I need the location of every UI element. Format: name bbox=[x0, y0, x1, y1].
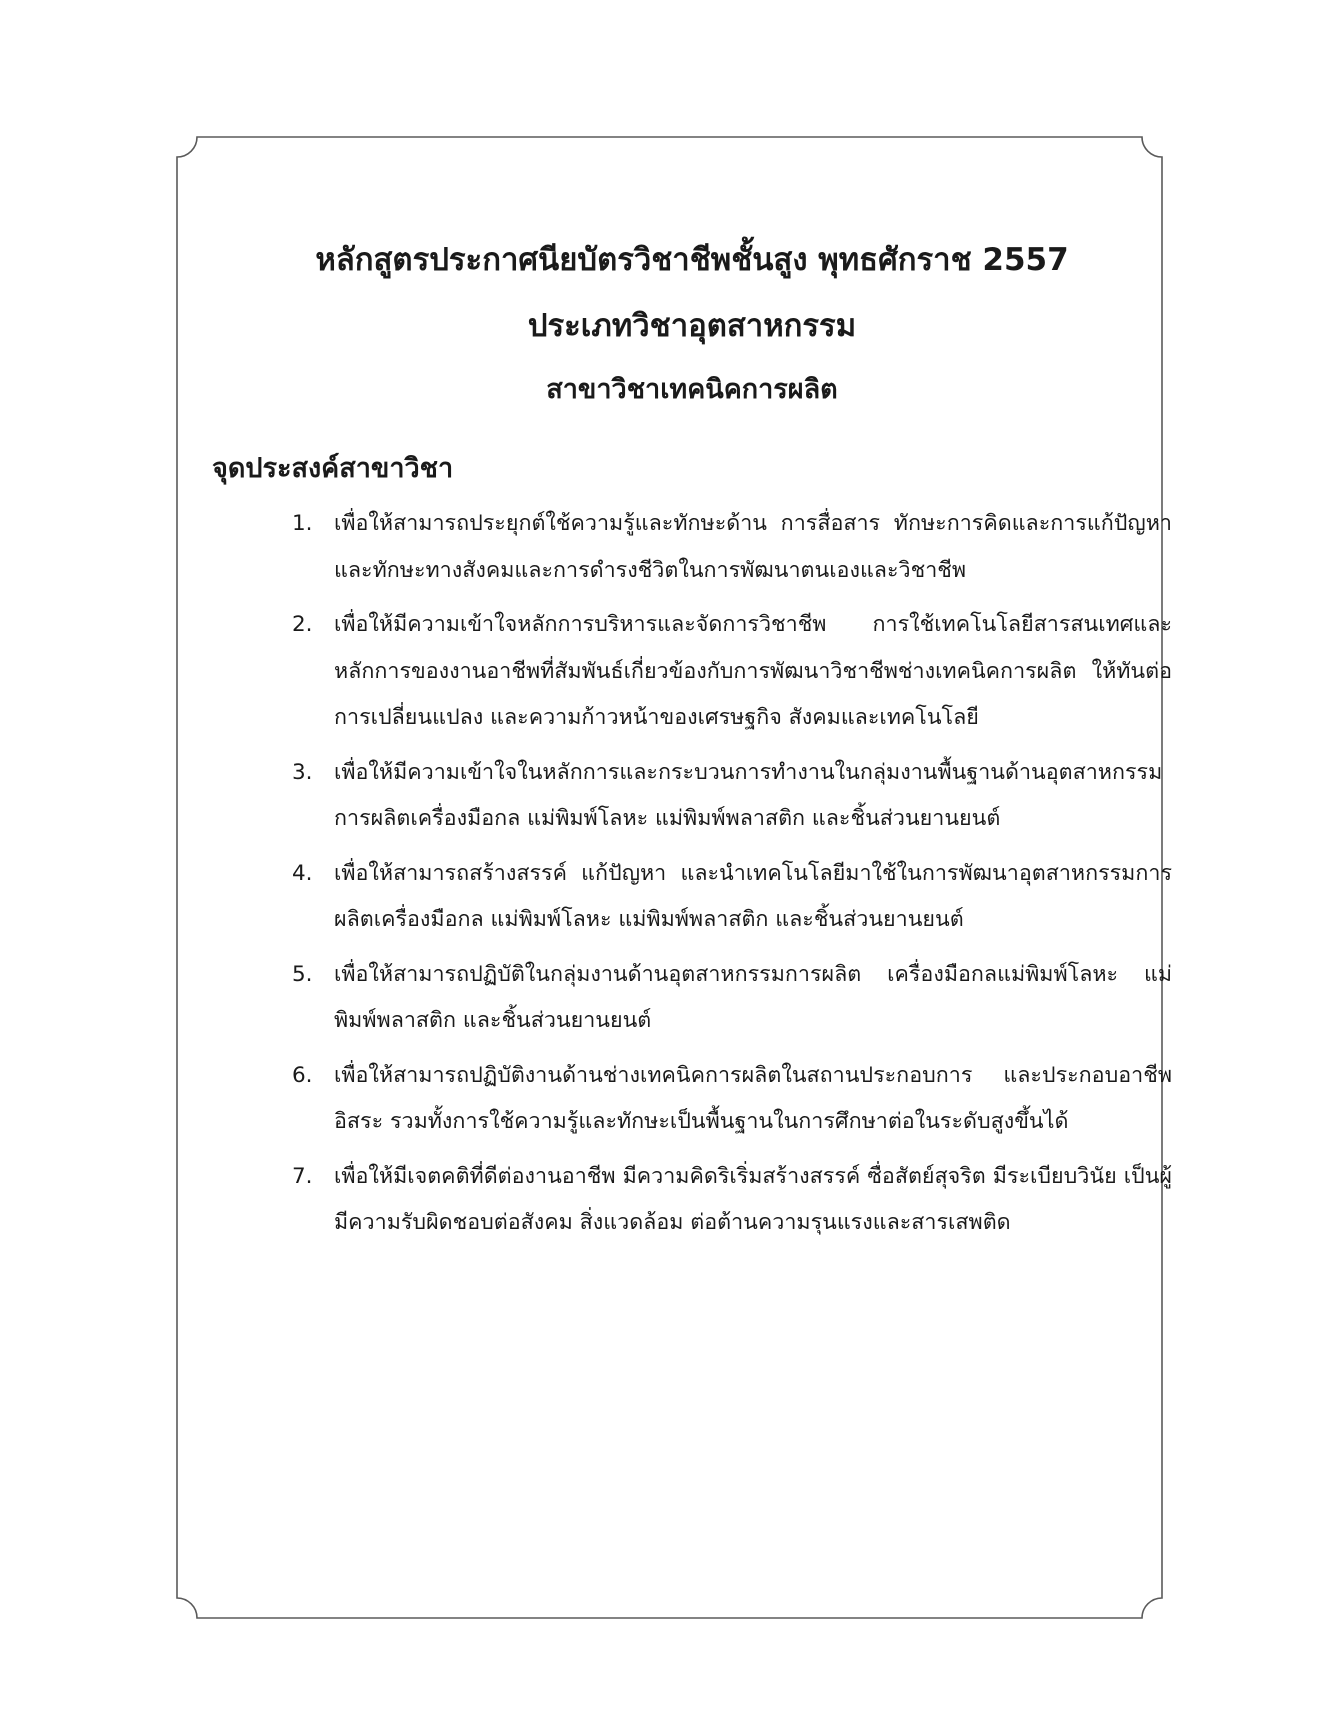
title-block bbox=[212, 237, 1172, 411]
objective-text: เพื่อให้มีความเข้าใจในหลักการและกระบวนการทำงานในกลุ่มงานพื้นฐานด้านอุตสาหกรรมการผลิตเครื่องมือกล แม่พิมพ์โลหะ แม่พิมพ์พลาสติก และชิ้นส่วนยานยนต์ bbox=[334, 759, 1163, 831]
objective-number: 1. bbox=[292, 511, 313, 536]
objective-number: 2. bbox=[292, 612, 313, 637]
objective-item bbox=[212, 1154, 1172, 1247]
objective-number: 6. bbox=[292, 1062, 313, 1088]
curriculum-title: หลักสูตรประกาศนียบัตรวิชาชีพชั้นสูง พุทธศักราช 2557 bbox=[315, 242, 1069, 278]
objective-text: เพื่อให้สามารถปฏิบัติงานด้านช่างเทคนิคการผลิตในสถานประกอบการ และประกอบอาชีพอิสระ รวมทั้งการใช้ความรู้และทักษะเป็นพื้นฐานในการศึกษาต่อในระดับสูงขึ้นได้ bbox=[334, 1062, 1172, 1134]
objective-item bbox=[212, 750, 1172, 843]
objective-text: เพื่อให้สามารถสร้างสรรค์ แก้ปัญหา และนำเทคโนโลยีมาใช้ในการพัฒนาอุตสาหกรรมการผลิตเครื่องมือกล แม่พิมพ์โลหะ แม่พิมพ์พลาสติก และชิ้นส่วนยานยนต์ bbox=[334, 860, 1172, 932]
objective-item bbox=[212, 952, 1172, 1045]
objective-item bbox=[212, 501, 1172, 594]
objective-number: 5. bbox=[292, 961, 313, 987]
objective-item bbox=[212, 851, 1172, 944]
category-title: ประเภทวิชาอุตสาหกรรม bbox=[527, 308, 857, 344]
document-body bbox=[212, 205, 1172, 1255]
objective-text: เพื่อให้มีความเข้าใจหลักการบริหารและจัดการวิชาชีพ การใช้เทคโนโลยีสารสนเทศและหลักการของงานอาชีพที่สัมพันธ์เกี่ยวข้องกับการพัฒนาวิชาชีพช่างเทคนิคการผลิต ให้ทันต่อการเปลี่ยนแปลง และความก้าวหน้าของเศรษฐกิจ สังคมและเทคโนโลยี bbox=[334, 612, 1172, 730]
objective-item bbox=[212, 1053, 1172, 1146]
field-title: สาขาวิชาเทคนิคการผลิต bbox=[546, 374, 838, 405]
objectives-list bbox=[212, 501, 1172, 1247]
objective-item bbox=[212, 602, 1172, 742]
objective-text: เพื่อให้สามารถประยุกต์ใช้ความรู้และทักษะด้าน การสื่อสาร ทักษะการคิดและการแก้ปัญหา และทักษะทางสังคมและการดำรงชีวิตในการพัฒนาตนเองและวิชาชีพ bbox=[334, 511, 1172, 583]
objective-number: 7. bbox=[292, 1163, 313, 1189]
objective-text: เพื่อให้มีเจตคติที่ดีต่องานอาชีพ มีความคิดริเริ่มสร้างสรรค์ ซื่อสัตย์สุจริต มีระเบียบวินัย เป็นผู้มีความรับผิดชอบต่อสังคม สิ่งแวดล้อม ต่อต้านความรุนแรงและสารเสพติด bbox=[334, 1163, 1172, 1235]
objective-number: 4. bbox=[292, 860, 313, 886]
objective-number: 3. bbox=[292, 759, 313, 785]
objective-text: เพื่อให้สามารถปฏิบัติในกลุ่มงานด้านอุตสาหกรรมการผลิต เครื่องมือกลแม่พิมพ์โลหะ แม่พิมพ์พลาสติก และชิ้นส่วนยานยนต์ bbox=[334, 961, 1172, 1033]
section-heading: จุดประสงค์สาขาวิชา bbox=[212, 453, 454, 484]
